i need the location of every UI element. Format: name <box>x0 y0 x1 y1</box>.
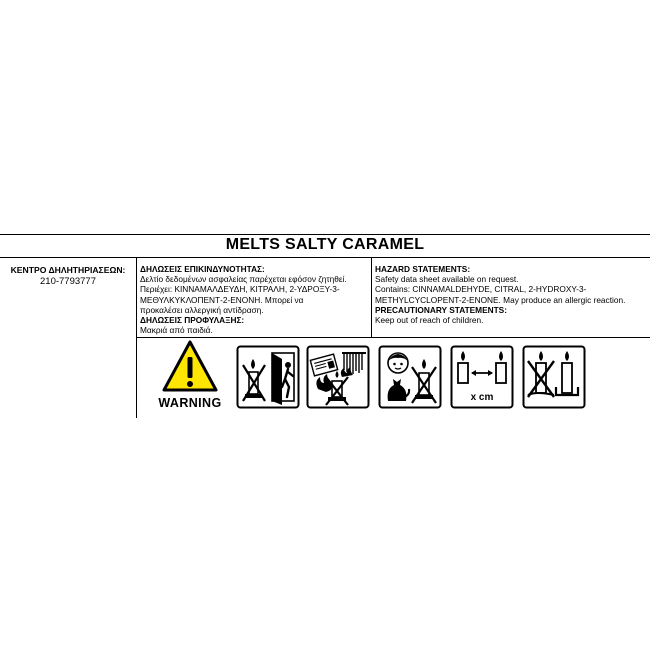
poison-center-heading: ΚΕΝΤΡΟ ΔΗΛΗΤΗΡΙΑΣΕΩΝ: <box>10 265 126 275</box>
english-precaution-heading: PRECAUTIONARY STATEMENTS: <box>375 304 507 315</box>
greek-hazard-line: ΜΕΘΥΛΚΥΚΛΟΠΕΝΤ-2-ΕΝΟΝΗ. Μπορεί να <box>140 294 304 305</box>
greek-precaution-line: Μακριά από παιδιά. <box>140 325 213 336</box>
signal-word: WARNING <box>158 396 222 410</box>
greek-precaution-heading: ΔΗΛΩΣΕΙΣ ΠΡΟΦΥΛΑΞΗΣ: <box>140 315 245 326</box>
safety-label <box>0 234 650 418</box>
greek-statements <box>140 264 370 335</box>
exclamation-triangle-icon <box>152 340 228 394</box>
keep-from-children-pets-icon <box>378 345 442 409</box>
poison-center-phone: 210-7793777 <box>40 276 96 287</box>
no-unattended-candle-icon <box>236 345 300 409</box>
english-hazard-heading: HAZARD STATEMENTS: <box>375 264 471 274</box>
english-hazard-line: Safety data sheet available on request. <box>375 274 519 285</box>
no-flammable-objects-icon <box>306 345 370 409</box>
poison-center <box>0 265 136 287</box>
pictogram-divider <box>136 337 650 338</box>
language-divider <box>371 257 372 337</box>
greek-hazard-line: Δελτίο δεδομένων ασφαλείας παρέχεται εφόσον ζητηθεί. <box>140 274 347 285</box>
top-border <box>0 234 650 235</box>
warning-block <box>152 340 228 412</box>
greek-hazard-heading: ΔΗΛΩΣΕΙΣ ΕΠΙΚΙΝΔΥΝΟΤΗΤΑΣ: <box>140 264 265 274</box>
product-title: MELTS SALTY CARAMEL <box>225 236 425 253</box>
english-statements <box>375 264 647 325</box>
english-hazard-line: Contains: CINNAMALDEHYDE, CITRAL, 2-HYDROXY-3- <box>375 284 587 295</box>
distance-label: x cm <box>470 392 494 403</box>
title-divider <box>0 257 650 258</box>
left-column-divider <box>136 257 137 418</box>
greek-hazard-line: προκαλέσει αλλεργική αντίδραση. <box>140 304 264 315</box>
english-precaution-line: Keep out of reach of children. <box>375 315 484 326</box>
no-candle-on-flammable-surface-icon <box>522 345 586 409</box>
greek-hazard-line: Περιέχει: ΚΙΝΝΑΜΑΛΔΕΥΔΗ, ΚΙΤΡΑΛΗ, 2-ΥΔΡΟΞΥ-3- <box>140 284 340 295</box>
english-hazard-line: METHYLCYCLOPENT-2-ENONE. May produce an allergic reaction. <box>375 294 626 305</box>
